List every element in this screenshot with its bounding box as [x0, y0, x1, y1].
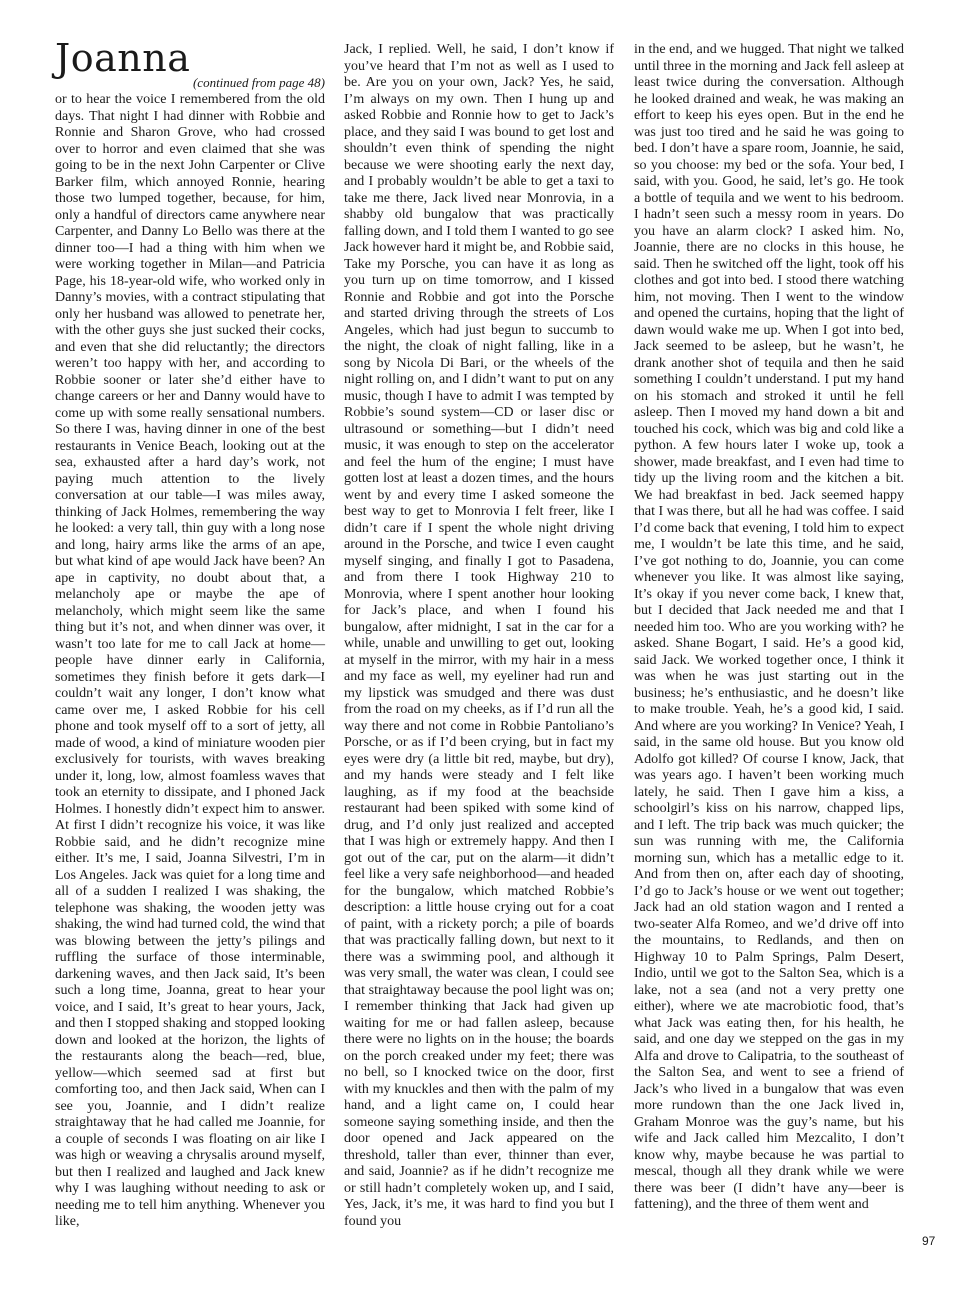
continued-note: (continued from page 48): [192, 75, 325, 90]
text-column-2: [344, 42, 614, 1230]
column-paragraph: or to hear the voice I remembered from the old days. That night I had dinner with Robbie and Ronnie and Sharon Grove, who had crossed over to horror and even claimed that she was going to be in the next John Carpenter or Clive Barker film, which annoyed Ronnie, hearing those two lumped together, because, for him, only a handful of directors came anywhere near Carpenter, and Danny Lo Bello was there at the dinner too—I had a thing with him when we were working together in Milan—and Patricia Page, his 18-year-old wife, who worked only in Danny’s movies, with a contract stipulating that only her husband was allowed to penetrate her, with the other guys she just sucked their cocks, and even that she did reluctantly; the directors weren’t too happy with her, and according to Robbie sooner or later she’d either have to change careers or her and Danny would have to come up with some really sensational numbers. So there I was, having dinner in one of the best restaurants in Venice Beach, looking out at the sea, exhausted after a hard day’s work, not paying much attention to the lively conversation at our table—I was miles away, thinking of Jack Holmes, remembering the way he looked: a very tall, thin guy with a long nose and long, hairy arms like the arms of an ape, but what kind of ape would Jack have been? An ape in captivity, no doubt about that, a melancholy ape or maybe the ape of melancholy, which might seem like the same thing but it’s not, and when dinner was over, it wasn’t too late for me to call Jack at home—people have dinner early in California, sometimes they finish before it gets dark—I couldn’t wait any longer, I don’t know what came over me, I asked Robbie for his cell phone and took myself off to a sort of jetty, all made of wood, a kind of miniature wooden pier exclusively for tourists, with waves breaking under it, long, low, almost foamless waves that took an eternity to dissipate, and I phoned Jack Holmes. I honestly didn’t expect him to answer. At first I didn’t recognize his voice, it was like Robbie said, and he didn’t recognize mine either. It’s me, I said, Joanna Silvestri, I’m in Los Angeles. Jack was quiet for a long time and all of a sudden I realized I was shaking, the telephone was shaking, the wooden jetty was shaking, the wind had turned cold, the wind that was blowing between the jetty’s pilings and ruffling the surface of those interminable, darkening waves, and then Jack said, It’s been such a long time, Joanna, great to hear your voice, and I said, It’s great to hear yours, Jack, and then I stopped shaking and stopped looking down and looked at the horizon, the lights of the restaurants along the beach—red, blue, yellow—which seemed sad at first but comforting too, and then Jack said, When can I see you, Joannie, and I didn’t realize straightaway that he had called me Joannie, for a couple of seconds I was floating on air like I was high or weaving a chrysalis around myself, but then I realized and laughed and Jack knew why I was laughing without needing to ask or needing me to tell him anything. Whenever you like,: [55, 92, 325, 1229]
column-paragraph: Jack, I replied. Well, he said, I don’t know if you’ve heard that I’m not as well as I used to be. Are you on your own, Jack? Yes, he said, I’m always on my own. Then I hung up and asked Robbie and Ronnie how to get to Jack’s place, and they said I was bound to get lost and shouldn’t even think of spending the night because we were shooting early the next day, and I probably wouldn’t be able to get a taxi to take me there, Jack lived near Monrovia, in a shabby old bungalow that was practically falling down, and I told them I wanted to go see Jack however hard it might be, and Robbie said, Take my Porsche, you can have it as long as you turn up on time tomorrow, and I kissed Ronnie and Robbie and got into the Porsche and started driving through the streets of Los Angeles, which had just begun to succumb to the night, the cloak of night falling, like in a song by Nicola Di Bari, or the wheels of the night rolling on, and I didn’t want to put on any music, though I have to admit I was tempted by Robbie’s sound system—CD or laser disc or ultrasound or something—but I didn’t need music, it was enough to step on the accelerator and feel the hum of the engine; I must have gotten lost at least a dozen times, and the hours went by and every time I asked someone the best way to get to Monrovia I felt freer, like I didn’t care if I spent the whole night driving around in the Porsche, and twice I even caught myself singing, and finally I got to Pasadena, and from there I took Highway 210 to Monrovia, where I spent another hour looking for Jack’s place, and when I found his bungalow, after midnight, I sat in the car for a while, unable and unwilling to get out, looking at myself in the mirror, with my hair in a mess and my face as well, my eyeliner had run and my lipstick was smudged and there was dust from the road on my cheeks, as if I’d run all the way there and not come in Robbie Pantoliano’s Porsche, or as if I’d been crying, but in fact my eyes were dry (a little bit red, maybe, but dry), and my hands were steady and I felt like laughing, as if my food at the beachside restaurant had been spiked with some kind of drug, and I’d only just realized and accepted that I was high or extremely happy. And then I got out of the car, put on the alarm—it didn’t feel like a very safe neighborhood—and headed for the bungalow, which matched Robbie’s description: a little house crying out for a coat of paint, with a rickety porch; a pile of boards that was practically falling down, but next to it there was a swimming pool, and although it was very small, the water was clean, I could see that straightaway because the pool light was on; I remember thinking that Jack had given up waiting for me or had fallen asleep, because there were no lights on in the house; the boards on the porch creaked under my feet; there was no bell, so I knocked twice on the door, first with my knuckles and then with the palm of my hand, and a light came on, I could hear someone saying something inside, and then the door opened and Jack appeared on the threshold, taller than ever, thinner than ever, and said, Joannie? as if he didn’t recognize me or still hadn’t completely woken up, and I said, Yes, Jack, it’s me, it was hard to find you but I found you: [344, 42, 614, 1229]
text-column-1: [55, 92, 325, 1231]
text-column-3: [634, 42, 904, 1214]
column-paragraph: in the end, and we hugged. That night we talked until three in the morning and Jack fell asleep at least twice during the conversation. Although he looked drained and weak, he was making an effort to keep his eyes open. But in the end he was just too tired and he said he was going to bed. I don’t have a spare room, Joannie, he said, so you choose: my bed or the sofa. Your bed, I said, with you. Good, he said, let’s go. He took a bottle of tequila and we went to his bedroom. I hadn’t seen such a messy room in years. Do you have an alarm clock? I asked him. No, Joannie, there are no clocks in this house, he said. Then he switched off the light, took off his clothes and got into bed. I stood there watching him, not moving. Then I went to the window and opened the curtains, hoping that the light of dawn would wake me up. When I got into bed, Jack seemed to be asleep, but he wasn’t, he drank another shot of tequila and then he said something I couldn’t understand. I put my hand on his stomach and stroked it until he fell asleep. Then I moved my hand down a bit and touched his cock, which was big and cold like a python. A few hours later I woke up, took a shower, made breakfast, and I even had time to tidy up the living room and the kitchen a bit. We had breakfast in bed. Jack seemed happy that I was there, but all he had was coffee. I said I’d come back that evening, I told him to expect me, I wouldn’t be late this time, and he said, I’ve got nothing to do, Joannie, you can come whenever you like. It was almost like saying, It’s okay if you never come back, I knew that, but I decided that Jack needed me and that I needed him too. Who are you working with? he asked. Shane Bogart, I said. He’s a good kid, said Jack. We worked together once, I think it was when he was just starting out in the business; he’s enthusiastic, and he doesn’t like to make trouble. Yeah, he’s a good kid, I said. And where are you working? In Venice? Yeah, I said, in the same old house. But you know old Adolfo got killed? Of course I know, Jack, that was years ago. I haven’t been working much lately, he said. Then I gave him a kiss, a schoolgirl’s kiss on his narrow, chapped lips, and I left. The trip back was much quicker; the sun was running with me, the California morning sun, which has a metallic edge to it. And from then on, after each day of shooting, I’d go to Jack’s house or we went out together; Jack had an old station wagon and I rented a two-seater Alfa Romeo, and we’d drive off into the mountains, to Redlands, and then on Highway 10 to Palm Springs, Palm Desert, Indio, until we got to the Salton Sea, which is a lake, not a sea (and not a very pretty one either), where we ate macrobiotic food, that’s what Jack was eating then, for his health, he said, and one day we stepped on the gas in my Alfa and drove to Calipatria, to the southeast of the Salton Sea, and went to see a friend of Jack’s who lived in a bungalow that was even more rundown than the one Jack lived in, Graham Monroe was the guy’s name, but his wife and Jack called him Mezcalito, I don’t know why, maybe because he was partial to mescal, though all they drank while we were there was beer (I didn’t have any—beer is fattening), and the three of them went and: [634, 42, 904, 1212]
article-title: Joanna: [55, 36, 191, 80]
page-number: 97: [922, 1234, 936, 1248]
